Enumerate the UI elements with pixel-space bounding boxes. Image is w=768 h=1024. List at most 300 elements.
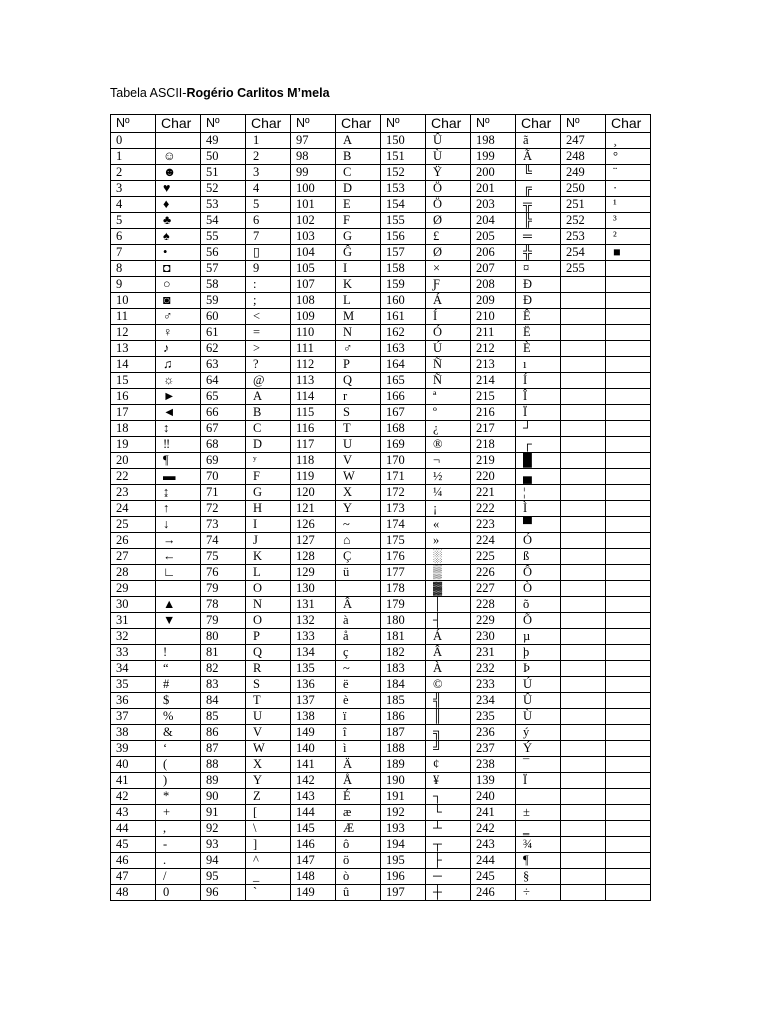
char-cell: Á bbox=[426, 293, 471, 309]
char-cell: ▒ bbox=[426, 565, 471, 581]
code-cell: 33 bbox=[111, 645, 156, 661]
char-cell bbox=[336, 581, 381, 597]
code-cell: 72 bbox=[201, 501, 246, 517]
code-cell bbox=[561, 485, 606, 501]
header-char: Char bbox=[156, 115, 201, 133]
char-cell bbox=[156, 581, 201, 597]
char-cell bbox=[606, 629, 651, 645]
code-cell: 172 bbox=[381, 485, 426, 501]
code-cell: 255 bbox=[561, 261, 606, 277]
char-cell: Ê bbox=[516, 309, 561, 325]
char-cell: D bbox=[246, 437, 291, 453]
char-cell: Ë bbox=[516, 325, 561, 341]
code-cell: 116 bbox=[291, 421, 336, 437]
code-cell: 56 bbox=[201, 245, 246, 261]
code-cell bbox=[561, 837, 606, 853]
char-cell: É bbox=[336, 789, 381, 805]
char-cell: ¬ bbox=[426, 453, 471, 469]
char-cell: F bbox=[246, 469, 291, 485]
code-cell: 188 bbox=[381, 741, 426, 757]
code-cell: 37 bbox=[111, 709, 156, 725]
char-cell: I bbox=[246, 517, 291, 533]
code-cell: 1 bbox=[111, 149, 156, 165]
char-cell: ← bbox=[156, 549, 201, 565]
char-cell: Ð bbox=[516, 293, 561, 309]
code-cell: 193 bbox=[381, 821, 426, 837]
code-cell: 134 bbox=[291, 645, 336, 661]
code-cell: 176 bbox=[381, 549, 426, 565]
table-row bbox=[111, 293, 651, 309]
code-cell: 117 bbox=[291, 437, 336, 453]
code-cell: 103 bbox=[291, 229, 336, 245]
code-cell: 47 bbox=[111, 869, 156, 885]
char-cell: º bbox=[426, 405, 471, 421]
char-cell: ¼ bbox=[426, 485, 471, 501]
table-row bbox=[111, 837, 651, 853]
char-cell: Û bbox=[426, 133, 471, 149]
code-cell bbox=[561, 549, 606, 565]
char-cell: ü bbox=[336, 565, 381, 581]
code-cell bbox=[561, 645, 606, 661]
char-cell: ○ bbox=[156, 277, 201, 293]
char-cell: Ñ bbox=[426, 373, 471, 389]
code-cell: 115 bbox=[291, 405, 336, 421]
char-cell: ³ bbox=[606, 213, 651, 229]
code-cell: 20 bbox=[111, 453, 156, 469]
char-cell: û bbox=[336, 885, 381, 901]
code-cell: 157 bbox=[381, 245, 426, 261]
char-cell: C bbox=[336, 165, 381, 181]
char-cell: Ù bbox=[516, 709, 561, 725]
char-cell: D bbox=[336, 181, 381, 197]
table-row bbox=[111, 565, 651, 581]
char-cell: I bbox=[336, 261, 381, 277]
code-cell: 156 bbox=[381, 229, 426, 245]
code-cell: 162 bbox=[381, 325, 426, 341]
char-cell: N bbox=[246, 597, 291, 613]
char-cell: ; bbox=[246, 293, 291, 309]
header-number: Nº bbox=[201, 115, 246, 133]
code-cell bbox=[561, 709, 606, 725]
code-cell: 52 bbox=[201, 181, 246, 197]
char-cell: 5 bbox=[246, 197, 291, 213]
code-cell: 233 bbox=[471, 677, 516, 693]
char-cell bbox=[606, 789, 651, 805]
table-row bbox=[111, 197, 651, 213]
char-cell: 2 bbox=[246, 149, 291, 165]
code-cell: 50 bbox=[201, 149, 246, 165]
code-cell: 194 bbox=[381, 837, 426, 853]
code-cell: 40 bbox=[111, 757, 156, 773]
table-row bbox=[111, 645, 651, 661]
code-cell: 30 bbox=[111, 597, 156, 613]
code-cell: 74 bbox=[201, 533, 246, 549]
char-cell: ² bbox=[606, 229, 651, 245]
char-cell: ° bbox=[606, 149, 651, 165]
code-cell: 175 bbox=[381, 533, 426, 549]
code-cell: 120 bbox=[291, 485, 336, 501]
code-cell: 140 bbox=[291, 741, 336, 757]
code-cell: 252 bbox=[561, 213, 606, 229]
char-cell: S bbox=[246, 677, 291, 693]
char-cell bbox=[606, 453, 651, 469]
code-cell: 73 bbox=[201, 517, 246, 533]
table-row bbox=[111, 325, 651, 341]
code-cell: 211 bbox=[471, 325, 516, 341]
code-cell bbox=[561, 581, 606, 597]
header-number: Nº bbox=[381, 115, 426, 133]
code-cell: 17 bbox=[111, 405, 156, 421]
code-cell: 2 bbox=[111, 165, 156, 181]
char-cell: ♠ bbox=[156, 229, 201, 245]
char-cell: Ó bbox=[516, 533, 561, 549]
char-cell: ʸ bbox=[246, 453, 291, 469]
code-cell: 246 bbox=[471, 885, 516, 901]
char-cell: ┘ bbox=[516, 421, 561, 437]
code-cell: 210 bbox=[471, 309, 516, 325]
char-cell: ♫ bbox=[156, 357, 201, 373]
code-cell: 39 bbox=[111, 741, 156, 757]
char-cell: X bbox=[336, 485, 381, 501]
char-cell bbox=[606, 373, 651, 389]
code-cell: 209 bbox=[471, 293, 516, 309]
code-cell bbox=[561, 277, 606, 293]
code-cell: 19 bbox=[111, 437, 156, 453]
char-cell: + bbox=[156, 805, 201, 821]
header-char: Char bbox=[336, 115, 381, 133]
char-cell: Â bbox=[426, 645, 471, 661]
code-cell: 139 bbox=[471, 773, 516, 789]
char-cell: ┐ bbox=[426, 789, 471, 805]
code-cell: 200 bbox=[471, 165, 516, 181]
char-cell: Þ bbox=[516, 661, 561, 677]
char-cell: 4 bbox=[246, 181, 291, 197]
code-cell: 113 bbox=[291, 373, 336, 389]
char-cell: M bbox=[336, 309, 381, 325]
code-cell: 186 bbox=[381, 709, 426, 725]
char-cell: │ bbox=[426, 597, 471, 613]
code-cell bbox=[561, 389, 606, 405]
char-cell: ♣ bbox=[156, 213, 201, 229]
code-cell: 201 bbox=[471, 181, 516, 197]
char-cell: ☻ bbox=[156, 165, 201, 181]
char-cell: ├ bbox=[426, 853, 471, 869]
code-cell: 38 bbox=[111, 725, 156, 741]
table-row bbox=[111, 517, 651, 533]
char-cell: Õ bbox=[516, 613, 561, 629]
char-cell: ↓ bbox=[156, 517, 201, 533]
char-cell: ♪ bbox=[156, 341, 201, 357]
code-cell: 218 bbox=[471, 437, 516, 453]
code-cell: 63 bbox=[201, 357, 246, 373]
table-row bbox=[111, 421, 651, 437]
char-cell: æ bbox=[336, 805, 381, 821]
code-cell: 155 bbox=[381, 213, 426, 229]
code-cell: 142 bbox=[291, 773, 336, 789]
code-cell: 10 bbox=[111, 293, 156, 309]
char-cell: ï bbox=[336, 709, 381, 725]
char-cell: ↑ bbox=[156, 501, 201, 517]
char-cell: . bbox=[156, 853, 201, 869]
char-cell: Ô bbox=[516, 565, 561, 581]
code-cell bbox=[561, 597, 606, 613]
char-cell: õ bbox=[516, 597, 561, 613]
char-cell: ☼ bbox=[156, 373, 201, 389]
char-cell: ý bbox=[516, 725, 561, 741]
table-row bbox=[111, 485, 651, 501]
table-row bbox=[111, 677, 651, 693]
char-cell bbox=[606, 485, 651, 501]
code-cell: 247 bbox=[561, 133, 606, 149]
code-cell: 79 bbox=[201, 581, 246, 597]
code-cell: 151 bbox=[381, 149, 426, 165]
char-cell: å bbox=[336, 629, 381, 645]
code-cell: 227 bbox=[471, 581, 516, 597]
code-cell bbox=[561, 725, 606, 741]
code-cell: 5 bbox=[111, 213, 156, 229]
char-cell: ¥ bbox=[426, 773, 471, 789]
char-cell: L bbox=[246, 565, 291, 581]
table-row bbox=[111, 133, 651, 149]
code-cell: 230 bbox=[471, 629, 516, 645]
code-cell: 152 bbox=[381, 165, 426, 181]
table-row bbox=[111, 821, 651, 837]
char-cell: ¦ bbox=[516, 485, 561, 501]
char-cell: ç bbox=[336, 645, 381, 661]
char-cell bbox=[606, 837, 651, 853]
char-cell: • bbox=[156, 245, 201, 261]
code-cell: 215 bbox=[471, 389, 516, 405]
code-cell: 144 bbox=[291, 805, 336, 821]
char-cell bbox=[606, 405, 651, 421]
code-cell: 169 bbox=[381, 437, 426, 453]
char-cell: ► bbox=[156, 389, 201, 405]
table-row bbox=[111, 741, 651, 757]
char-cell: ô bbox=[336, 837, 381, 853]
char-cell: O bbox=[246, 581, 291, 597]
table-row bbox=[111, 389, 651, 405]
table-row bbox=[111, 581, 651, 597]
table-row bbox=[111, 437, 651, 453]
code-cell: 3 bbox=[111, 181, 156, 197]
code-cell: 15 bbox=[111, 373, 156, 389]
header-char: Char bbox=[516, 115, 561, 133]
char-cell: V bbox=[246, 725, 291, 741]
code-cell: 225 bbox=[471, 549, 516, 565]
code-cell: 196 bbox=[381, 869, 426, 885]
char-cell: ) bbox=[156, 773, 201, 789]
char-cell: ╣ bbox=[426, 693, 471, 709]
code-cell: 217 bbox=[471, 421, 516, 437]
header-number: Nº bbox=[291, 115, 336, 133]
char-cell: ♦ bbox=[156, 197, 201, 213]
char-cell: Æ bbox=[336, 821, 381, 837]
char-cell bbox=[606, 517, 651, 533]
char-cell: Y bbox=[336, 501, 381, 517]
code-cell: 149 bbox=[291, 885, 336, 901]
char-cell: ┴ bbox=[426, 821, 471, 837]
code-cell: 143 bbox=[291, 789, 336, 805]
code-cell: 14 bbox=[111, 357, 156, 373]
code-cell: 51 bbox=[201, 165, 246, 181]
code-cell: 231 bbox=[471, 645, 516, 661]
char-cell bbox=[606, 645, 651, 661]
char-cell: Û bbox=[516, 693, 561, 709]
char-cell: P bbox=[336, 357, 381, 373]
code-cell bbox=[561, 405, 606, 421]
char-cell: ¿ bbox=[426, 421, 471, 437]
char-cell: @ bbox=[246, 373, 291, 389]
code-cell: 45 bbox=[111, 837, 156, 853]
char-cell bbox=[606, 853, 651, 869]
code-cell: 197 bbox=[381, 885, 426, 901]
char-cell: ò bbox=[336, 869, 381, 885]
char-cell: → bbox=[156, 533, 201, 549]
header-char: Char bbox=[426, 115, 471, 133]
code-cell: 86 bbox=[201, 725, 246, 741]
char-cell: 6 bbox=[246, 213, 291, 229]
table-row bbox=[111, 229, 651, 245]
char-cell: X bbox=[246, 757, 291, 773]
code-cell: 18 bbox=[111, 421, 156, 437]
char-cell: ± bbox=[516, 805, 561, 821]
code-cell: 238 bbox=[471, 757, 516, 773]
char-cell: Q bbox=[246, 645, 291, 661]
char-cell: ‘ bbox=[156, 741, 201, 757]
code-cell: 131 bbox=[291, 597, 336, 613]
code-cell bbox=[561, 821, 606, 837]
char-cell bbox=[606, 533, 651, 549]
code-cell: 28 bbox=[111, 565, 156, 581]
char-cell: Y bbox=[246, 773, 291, 789]
char-cell: W bbox=[246, 741, 291, 757]
char-cell bbox=[606, 357, 651, 373]
code-cell: 145 bbox=[291, 821, 336, 837]
table-row bbox=[111, 805, 651, 821]
char-cell: ■ bbox=[606, 245, 651, 261]
code-cell: 159 bbox=[381, 277, 426, 293]
char-cell: [ bbox=[246, 805, 291, 821]
code-cell: 0 bbox=[111, 133, 156, 149]
code-cell: 96 bbox=[201, 885, 246, 901]
char-cell bbox=[606, 549, 651, 565]
title-author: Rogério Carlitos M’mela bbox=[186, 86, 330, 100]
char-cell: W bbox=[336, 469, 381, 485]
code-cell: 249 bbox=[561, 165, 606, 181]
table-header-row bbox=[111, 115, 651, 133]
table-row bbox=[111, 533, 651, 549]
table-row bbox=[111, 853, 651, 869]
char-cell: Ý bbox=[516, 741, 561, 757]
code-cell: 213 bbox=[471, 357, 516, 373]
code-cell: 58 bbox=[201, 277, 246, 293]
char-cell: ¤ bbox=[516, 261, 561, 277]
char-cell bbox=[606, 325, 651, 341]
code-cell: 27 bbox=[111, 549, 156, 565]
code-cell: 42 bbox=[111, 789, 156, 805]
char-cell bbox=[606, 725, 651, 741]
char-cell: R bbox=[246, 661, 291, 677]
code-cell: 65 bbox=[201, 389, 246, 405]
table-row bbox=[111, 245, 651, 261]
code-cell bbox=[561, 293, 606, 309]
char-cell: A bbox=[336, 133, 381, 149]
code-cell: 49 bbox=[201, 133, 246, 149]
char-cell: └ bbox=[426, 805, 471, 821]
table-row bbox=[111, 709, 651, 725]
char-cell: ╦ bbox=[516, 197, 561, 213]
header-number: Nº bbox=[471, 115, 516, 133]
char-cell: - bbox=[156, 837, 201, 853]
char-cell: r bbox=[336, 389, 381, 405]
char-cell bbox=[606, 277, 651, 293]
code-cell: 204 bbox=[471, 213, 516, 229]
code-cell: 235 bbox=[471, 709, 516, 725]
code-cell: 66 bbox=[201, 405, 246, 421]
code-cell bbox=[561, 533, 606, 549]
code-cell: 195 bbox=[381, 853, 426, 869]
char-cell: ¢ bbox=[426, 757, 471, 773]
code-cell: 104 bbox=[291, 245, 336, 261]
char-cell: ╝ bbox=[426, 741, 471, 757]
char-cell: P bbox=[246, 629, 291, 645]
code-cell: 138 bbox=[291, 709, 336, 725]
code-cell: 76 bbox=[201, 565, 246, 581]
code-cell: 87 bbox=[201, 741, 246, 757]
code-cell: 206 bbox=[471, 245, 516, 261]
code-cell: 222 bbox=[471, 501, 516, 517]
char-cell: ¶ bbox=[516, 853, 561, 869]
table-row bbox=[111, 373, 651, 389]
char-cell bbox=[606, 581, 651, 597]
char-cell: E bbox=[336, 197, 381, 213]
code-cell bbox=[561, 325, 606, 341]
code-cell bbox=[561, 341, 606, 357]
code-cell: 83 bbox=[201, 677, 246, 693]
code-cell: 236 bbox=[471, 725, 516, 741]
code-cell: 11 bbox=[111, 309, 156, 325]
table-row bbox=[111, 885, 651, 901]
code-cell: 75 bbox=[201, 549, 246, 565]
char-cell: < bbox=[246, 309, 291, 325]
char-cell: \ bbox=[246, 821, 291, 837]
code-cell: 31 bbox=[111, 613, 156, 629]
code-cell: 16 bbox=[111, 389, 156, 405]
code-cell bbox=[561, 693, 606, 709]
code-cell: 102 bbox=[291, 213, 336, 229]
code-cell: 254 bbox=[561, 245, 606, 261]
code-cell bbox=[561, 565, 606, 581]
code-cell: 99 bbox=[291, 165, 336, 181]
code-cell: 88 bbox=[201, 757, 246, 773]
char-cell: : bbox=[246, 277, 291, 293]
code-cell: 34 bbox=[111, 661, 156, 677]
code-cell bbox=[561, 453, 606, 469]
code-cell: 35 bbox=[111, 677, 156, 693]
char-cell: ( bbox=[156, 757, 201, 773]
code-cell: 179 bbox=[381, 597, 426, 613]
char-cell: = bbox=[246, 325, 291, 341]
char-cell: ◘ bbox=[156, 261, 201, 277]
code-cell: 118 bbox=[291, 453, 336, 469]
code-cell: 111 bbox=[291, 341, 336, 357]
code-cell bbox=[561, 613, 606, 629]
char-cell: F bbox=[336, 213, 381, 229]
table-row bbox=[111, 149, 651, 165]
code-cell: 241 bbox=[471, 805, 516, 821]
char-cell: G bbox=[336, 229, 381, 245]
code-cell: 148 bbox=[291, 869, 336, 885]
